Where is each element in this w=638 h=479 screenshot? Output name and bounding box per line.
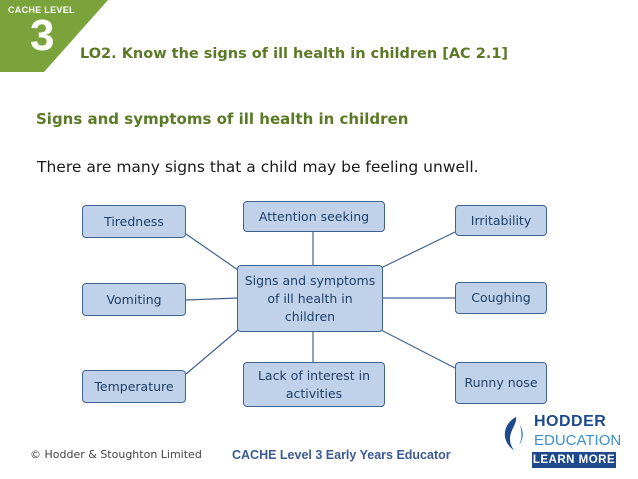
diagram-center-node: Signs and symptoms of ill health in children [237, 265, 383, 332]
node-lack-of-interest: Lack of interest in activities [243, 362, 385, 407]
hodder-logo-icon [500, 415, 528, 453]
logo-hodder-text: HODDER [534, 413, 607, 430]
intro-text: There are many signs that a child may be feeling unwell. [37, 158, 479, 176]
copyright-text: © Hodder & Stoughton Limited [30, 448, 202, 461]
node-runny-nose: Runny nose [455, 362, 547, 404]
node-vomiting: Vomiting [82, 283, 186, 316]
badge-label: CACHE LEVEL [8, 5, 75, 15]
node-attention-seeking: Attention seeking [243, 201, 385, 232]
hodder-education-logo [500, 413, 620, 469]
node-irritability: Irritability [455, 205, 547, 236]
page-title: LO2. Know the signs of ill health in children [AC 2.1] [80, 46, 509, 62]
node-tiredness: Tiredness [82, 205, 186, 238]
connector-temperature [186, 330, 238, 374]
logo-learn-more: LEARN MORE [532, 454, 616, 466]
logo-education-text: EDUCATION [534, 432, 622, 449]
badge-number: 3 [30, 11, 55, 60]
connector-tiredness [186, 234, 238, 270]
node-coughing: Coughing [455, 282, 547, 314]
connector-runny-nose [381, 330, 455, 368]
section-subtitle: Signs and symptoms of ill health in children [36, 110, 409, 128]
course-title: CACHE Level 3 Early Years Educator [232, 448, 451, 462]
connector-irritability [381, 232, 455, 268]
node-temperature: Temperature [82, 370, 186, 403]
connector-vomiting [186, 298, 238, 300]
